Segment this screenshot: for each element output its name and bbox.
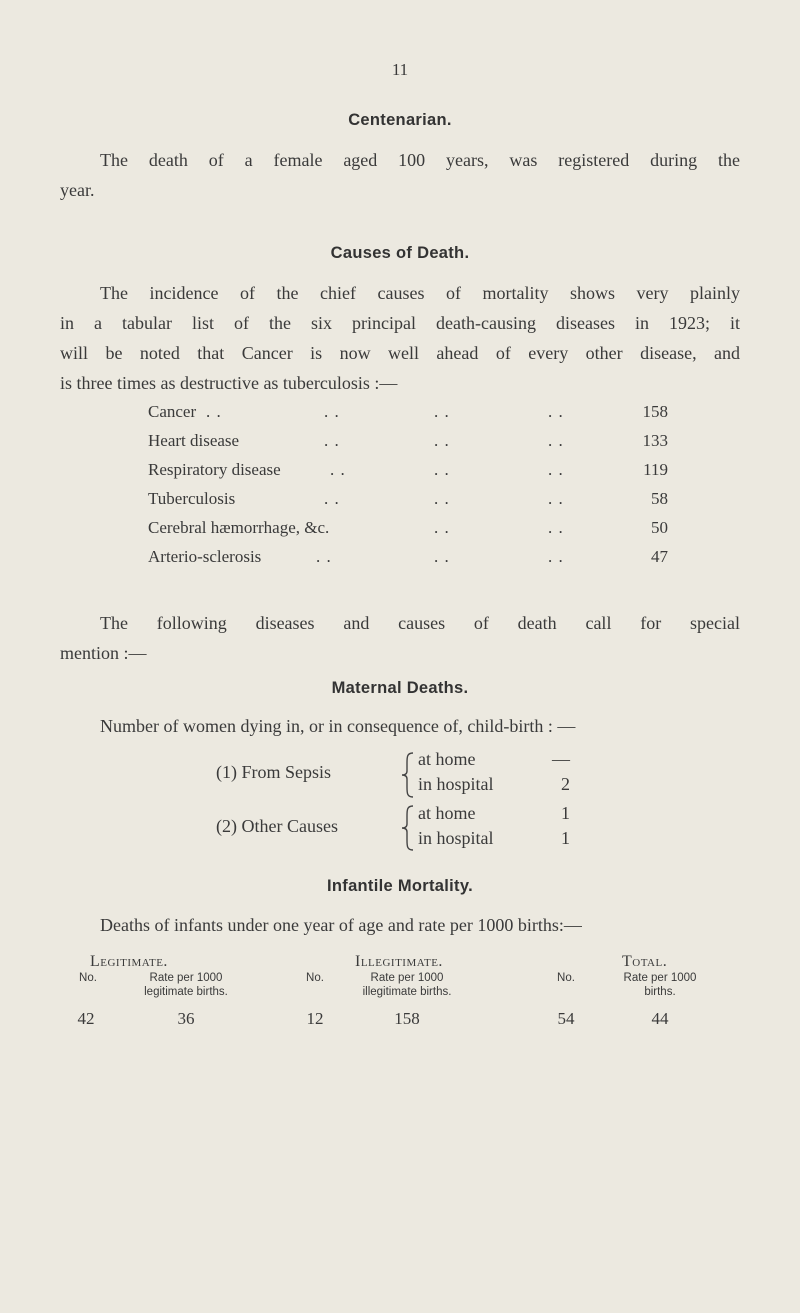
illegitimate-rate-label-2: illegitimate births.: [362, 986, 452, 998]
page-number: 11: [391, 60, 409, 79]
maternal-group-label: (2) Other Causes: [216, 816, 338, 836]
cause-name: Tuberculosis: [148, 489, 236, 508]
cause-row: Cancer . . . . . . . . 158: [148, 402, 668, 421]
cause-row: Arterio-sclerosis . . . . . . 47: [148, 547, 668, 566]
centenarian-heading: Centenarian.: [348, 111, 452, 129]
centenarian-text-line2: year.: [60, 180, 95, 200]
illegitimate-no-label: No.: [306, 972, 324, 984]
cause-row: Heart disease . . . . . . 133: [148, 431, 668, 450]
home-label: at home: [418, 749, 476, 769]
maternal-intro: Number of women dying in, or in consequence of, child-birth : —: [100, 716, 576, 736]
causes-heading: Causes of Death.: [330, 244, 470, 262]
legitimate-rate-label-1: Rate per 1000: [149, 972, 223, 984]
illegitimate-rate: 158: [394, 1009, 420, 1028]
total-rate-label-2: births.: [644, 986, 676, 998]
brace-icon: [401, 751, 415, 799]
legitimate-title: Legitimate.: [90, 953, 168, 970]
cause-row: Tuberculosis . . . . . . 58: [148, 489, 668, 508]
infantile-intro: Deaths of infants under one year of age and rate per 1000 births:—: [100, 915, 582, 935]
cause-name: Cancer: [148, 402, 197, 421]
legitimate-rate-label-2: legitimate births.: [144, 986, 228, 998]
total-no: 54: [557, 1009, 575, 1028]
illegitimate-rate-label-1: Rate per 1000: [370, 972, 444, 984]
causes-intro-line3: will be noted that Cancer is now well ahead of every other disease, and: [60, 343, 740, 363]
legitimate-rate: 36: [177, 1009, 195, 1028]
infantile-heading: Infantile Mortality.: [327, 877, 473, 895]
maternal-group-label: (1) From Sepsis: [216, 762, 332, 782]
cause-name: Respiratory disease: [148, 460, 281, 479]
hospital-label: in hospital: [418, 828, 494, 848]
home-value: 1: [561, 803, 570, 823]
total-rate-label-1: Rate per 1000: [623, 972, 697, 984]
maternal-heading: Maternal Deaths.: [331, 679, 469, 697]
hospital-value: 1: [561, 828, 570, 848]
centenarian-text-line1: The death of a female aged 100 years, was registered during the: [100, 150, 740, 170]
cause-row: Respiratory disease . . . . . . 119: [148, 460, 668, 479]
total-title: Total.: [622, 953, 668, 970]
cause-value: 119: [643, 460, 668, 479]
cause-value: 47: [651, 547, 668, 566]
cause-value: 133: [642, 431, 668, 450]
special-line2: mention :—: [60, 643, 147, 663]
illegitimate-title: Illegitimate.: [355, 953, 443, 970]
cause-value: 50: [651, 518, 668, 537]
cause-value: 58: [651, 489, 668, 508]
hospital-label: in hospital: [418, 774, 494, 794]
cause-name: Cerebral hæmorrhage, &c.: [148, 518, 330, 537]
causes-intro-line4: is three times as destructive as tuberculosis :—: [60, 373, 398, 393]
special-line1: The following diseases and causes of death call for special: [100, 613, 740, 633]
total-rate: 44: [651, 1009, 669, 1028]
cause-name: Heart disease: [148, 431, 240, 450]
causes-intro-line2: in a tabular list of the six principal death-causing diseases in 1923; it: [60, 313, 740, 333]
brace-icon: [401, 804, 415, 852]
hospital-value: 2: [561, 774, 570, 794]
illegitimate-no: 12: [306, 1009, 324, 1028]
causes-intro-line1: The incidence of the chief causes of mortality shows very plainly: [100, 283, 740, 303]
home-label: at home: [418, 803, 476, 823]
cause-row: Cerebral hæmorrhage, &c. . . . . 50: [148, 518, 668, 537]
legitimate-no-label: No.: [79, 972, 97, 984]
legitimate-no: 42: [77, 1009, 95, 1028]
total-no-label: No.: [557, 972, 575, 984]
cause-value: 158: [642, 402, 668, 421]
cause-name: Arterio-sclerosis: [148, 547, 262, 566]
home-value: —: [552, 749, 570, 769]
